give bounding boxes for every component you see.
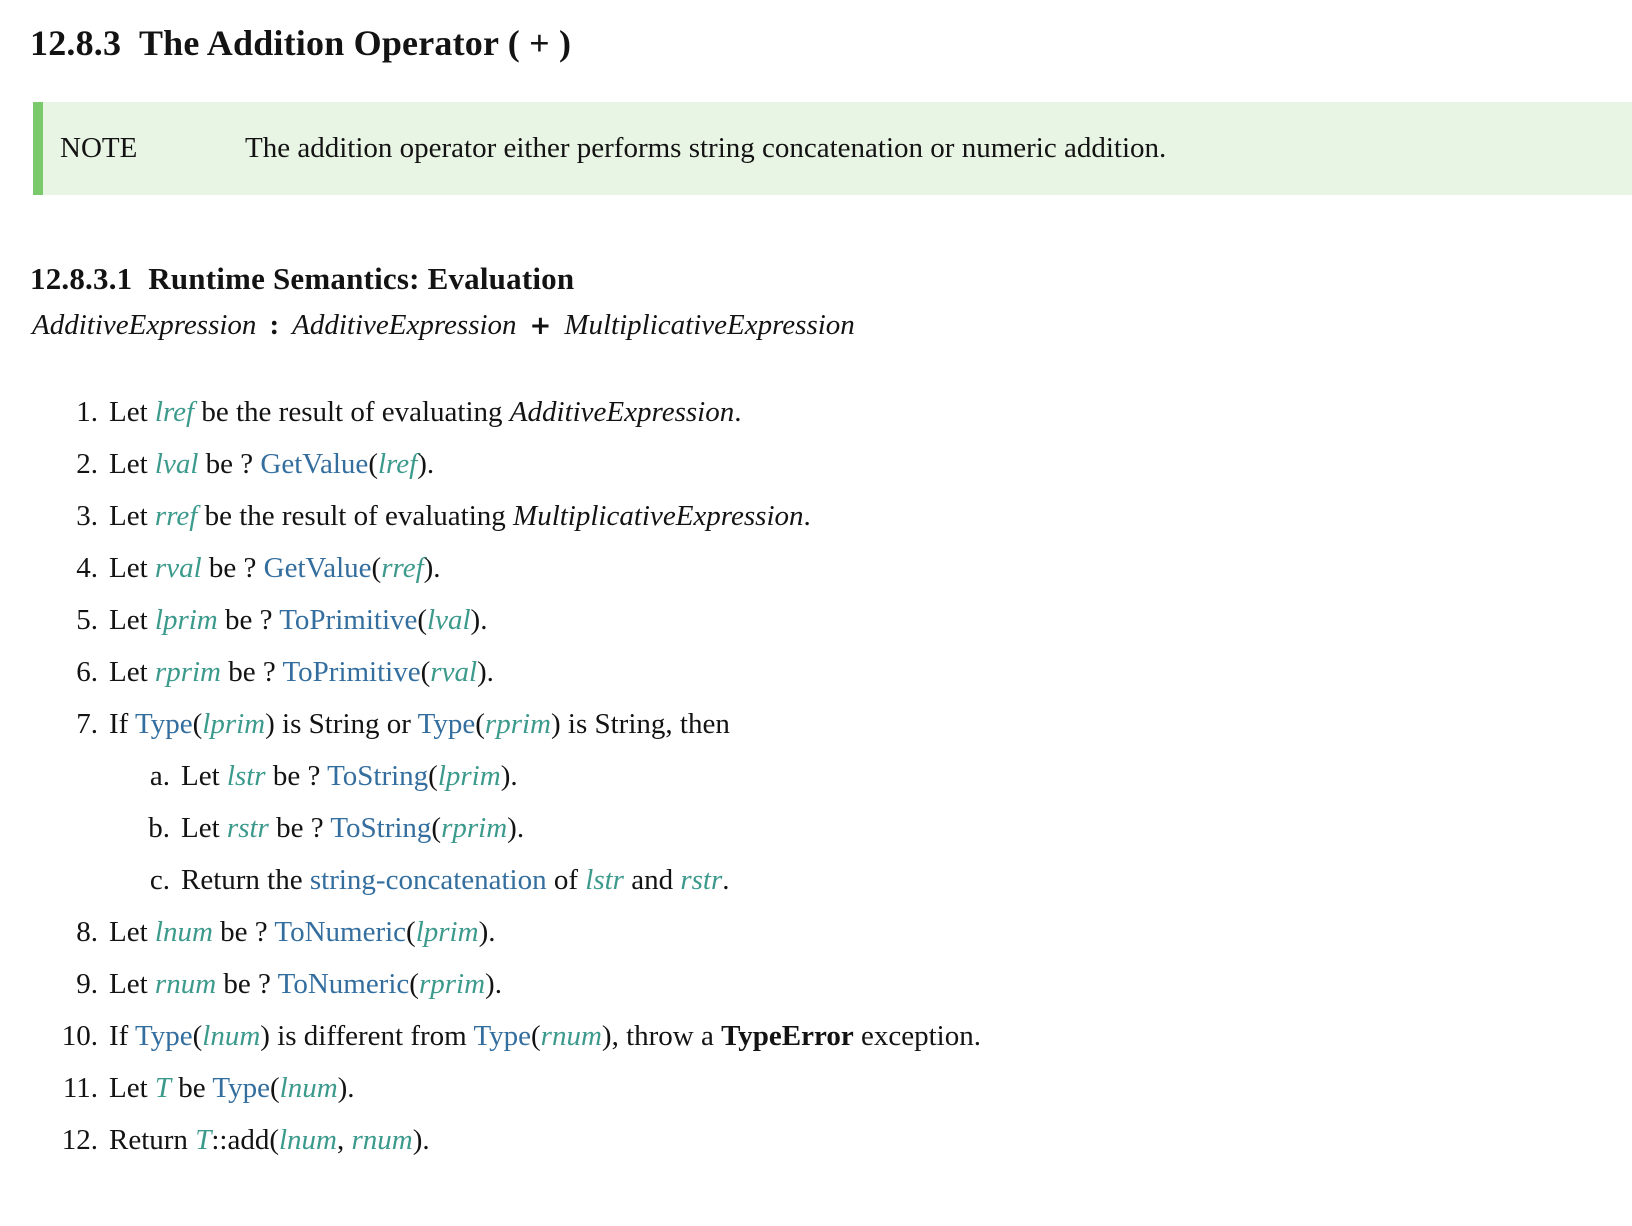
text-run: ( (417, 604, 428, 636)
variable: rref (154, 500, 198, 532)
text-run: Let (181, 812, 227, 844)
text-run: Let (109, 656, 155, 688)
step-marker: 8. (76, 916, 98, 948)
step-content (109, 438, 1632, 490)
text-run: ) is different from (260, 1020, 474, 1052)
algorithm-step (30, 438, 1632, 490)
text-run: ). (500, 760, 518, 792)
text-run: Let (181, 760, 227, 792)
text-run: ). (412, 1124, 430, 1156)
algorithm-step (30, 958, 1632, 1010)
text-run: If (109, 1020, 136, 1052)
variable: rref (381, 552, 424, 584)
variable: rprim (154, 656, 221, 688)
step-content (109, 958, 1632, 1010)
text-run: ( (371, 552, 382, 584)
step-marker: 10. (61, 1020, 98, 1052)
algorithm-step (30, 906, 1632, 958)
spec-link[interactable]: GetValue (263, 552, 372, 584)
variable: rval (154, 552, 202, 584)
variable: lprim (437, 760, 501, 792)
text-run: be ? (268, 812, 331, 844)
text-run: Let (109, 968, 155, 1000)
spec-link[interactable]: Type (135, 708, 193, 740)
text-run: be ? (220, 656, 283, 688)
variable: rstr (226, 812, 269, 844)
text-run: Let (109, 500, 155, 532)
spec-link[interactable]: GetValue (260, 448, 369, 480)
nonterminal: AdditiveExpression (32, 309, 257, 341)
variable: lprim (154, 604, 218, 636)
algorithm-step (30, 1062, 1632, 1114)
text-run: be (171, 1072, 213, 1104)
variable: lref (154, 396, 195, 428)
variable: T (195, 1124, 212, 1156)
text-run: Let (109, 604, 155, 636)
text-run: be the result of evaluating (194, 396, 510, 428)
step-content (109, 386, 1632, 438)
text-run: ::add( (211, 1124, 279, 1156)
step-content (109, 646, 1632, 698)
section-heading: 12.8.3 The Addition Operator ( + ) (30, 23, 572, 63)
step-marker: 3. (76, 500, 98, 532)
text-run: ). (337, 1072, 355, 1104)
variable: rprim (441, 812, 508, 844)
text-run: and (623, 864, 681, 896)
spec-link[interactable]: ToPrimitive (282, 656, 421, 688)
bold-text: TypeError (721, 1020, 854, 1052)
text-run: ( (192, 1020, 203, 1052)
spec-link[interactable]: Type (417, 708, 476, 740)
text-run: ). (423, 552, 441, 584)
text-run: ). (417, 448, 435, 480)
text-run: ( (409, 968, 419, 1000)
algorithm-step (30, 594, 1632, 646)
step-content (109, 698, 1632, 750)
spec-link[interactable]: Type (212, 1072, 270, 1104)
algorithm-step (30, 542, 1632, 594)
text-run: exception. (853, 1020, 981, 1052)
text-run: be ? (201, 552, 264, 584)
text-run: of (546, 864, 586, 896)
variable: rnum (540, 1020, 602, 1052)
text-run: ), throw a (601, 1020, 722, 1052)
algorithm-step (30, 646, 1632, 698)
text-run: ). (478, 916, 496, 948)
text-run: be ? (212, 916, 275, 948)
note-box (33, 102, 1632, 195)
text-run: ). (485, 968, 502, 1000)
algorithm-step (30, 802, 1632, 854)
algorithm-step (30, 490, 1632, 542)
algorithm-step (30, 698, 1632, 750)
variable: rprim (484, 708, 551, 740)
text-run: be ? (217, 604, 280, 636)
step-content (109, 594, 1632, 646)
nonterminal: MultiplicativeExpression (564, 309, 855, 341)
text-run: Let (109, 552, 155, 584)
spec-link[interactable]: string-concatenation (309, 864, 547, 896)
step-content (109, 1010, 1632, 1062)
nonterminal: AdditiveExpression (509, 396, 735, 428)
variable: lval (154, 448, 199, 480)
variable: lnum (279, 1072, 338, 1104)
text-run: . (722, 864, 730, 896)
text-run: . (734, 396, 742, 428)
text-run: be ? (265, 760, 328, 792)
algorithm-step (30, 1010, 1632, 1062)
spec-link[interactable]: ToNumeric (277, 968, 410, 1000)
step-marker: 12. (61, 1124, 98, 1156)
text-run: ( (406, 916, 416, 948)
algorithm-step (30, 1114, 1632, 1166)
text-run: Let (109, 1072, 155, 1104)
note-text: The addition operator either performs string concatenation or numeric addition. (245, 132, 1167, 164)
variable: lstr (226, 760, 266, 792)
algorithm-step (30, 386, 1632, 438)
grammar-production (32, 309, 1632, 342)
step-content (181, 854, 1632, 906)
text-run: be ? (216, 968, 278, 1000)
algorithm-list (30, 386, 1632, 1166)
step-marker: a. (149, 760, 170, 792)
variable: lref (377, 448, 418, 480)
variable: rprim (418, 968, 486, 1000)
step-content (109, 490, 1632, 542)
text-run: Return (109, 1124, 196, 1156)
terminal-symbol: + (529, 311, 552, 341)
variable: lprim (415, 916, 479, 948)
note-label: NOTE (60, 132, 138, 164)
text-run: If (109, 708, 136, 740)
step-marker: 5. (76, 604, 98, 636)
nonterminal: MultiplicativeExpression (513, 500, 804, 532)
text-run: ( (192, 708, 203, 740)
text-run: be ? (198, 448, 261, 480)
algorithm-step (30, 854, 1632, 906)
spec-link[interactable]: ToString (330, 812, 432, 844)
text-run: ( (269, 1072, 280, 1104)
step-content (109, 906, 1632, 958)
production-colon: : (269, 309, 280, 341)
spec-link[interactable]: ToString (327, 760, 429, 792)
variable: lnum (202, 1020, 261, 1052)
text-run: . (803, 500, 811, 532)
step-content (109, 1114, 1632, 1166)
step-marker: 1. (76, 396, 98, 428)
spec-link[interactable]: ToNumeric (274, 916, 407, 948)
text-run: ). (477, 656, 494, 688)
variable: rnum (154, 968, 217, 1000)
step-content (109, 1062, 1632, 1114)
step-marker: 9. (76, 968, 98, 1000)
step-marker: b. (148, 812, 170, 844)
text-run: Let (109, 396, 155, 428)
step-marker: c. (149, 864, 170, 896)
text-run: ). (470, 604, 488, 636)
step-content (181, 802, 1632, 854)
variable: T (154, 1072, 172, 1104)
algorithm-step (30, 750, 1632, 802)
subsection-heading: 12.8.3.1 Runtime Semantics: Evaluation (30, 261, 575, 296)
text-run: ) is String, then (550, 708, 730, 740)
nonterminal: AdditiveExpression (292, 309, 517, 341)
variable: lval (427, 604, 471, 636)
spec-link[interactable]: ToPrimitive (279, 604, 418, 636)
text-run: Return the (181, 864, 310, 896)
variable: lprim (202, 708, 266, 740)
text-run: ( (428, 760, 438, 792)
variable: rval (430, 656, 477, 688)
step-marker: 4. (76, 552, 98, 584)
step-marker: 11. (62, 1072, 98, 1104)
step-marker: 6. (76, 656, 98, 688)
text-run: ( (475, 708, 485, 740)
step-marker: 2. (76, 448, 98, 480)
text-run: , (336, 1124, 352, 1156)
text-run: Let (109, 916, 155, 948)
variable: lnum (154, 916, 213, 948)
step-marker: 7. (76, 708, 98, 740)
step-content (181, 750, 1632, 802)
step-content (109, 542, 1632, 594)
variable: lnum (278, 1124, 337, 1156)
text-run: ( (531, 1020, 541, 1052)
text-run: ). (507, 812, 525, 844)
text-run: be the result of evaluating (197, 500, 514, 532)
text-run: ( (431, 812, 442, 844)
text-run: ) is String or (265, 708, 418, 740)
variable: rnum (351, 1124, 413, 1156)
variable: lstr (585, 864, 624, 896)
spec-link[interactable]: Type (135, 1020, 193, 1052)
variable: rstr (680, 864, 723, 896)
text-run: ( (420, 656, 431, 688)
text-run: Let (109, 448, 155, 480)
text-run: ( (368, 448, 378, 480)
spec-link[interactable]: Type (473, 1020, 531, 1052)
